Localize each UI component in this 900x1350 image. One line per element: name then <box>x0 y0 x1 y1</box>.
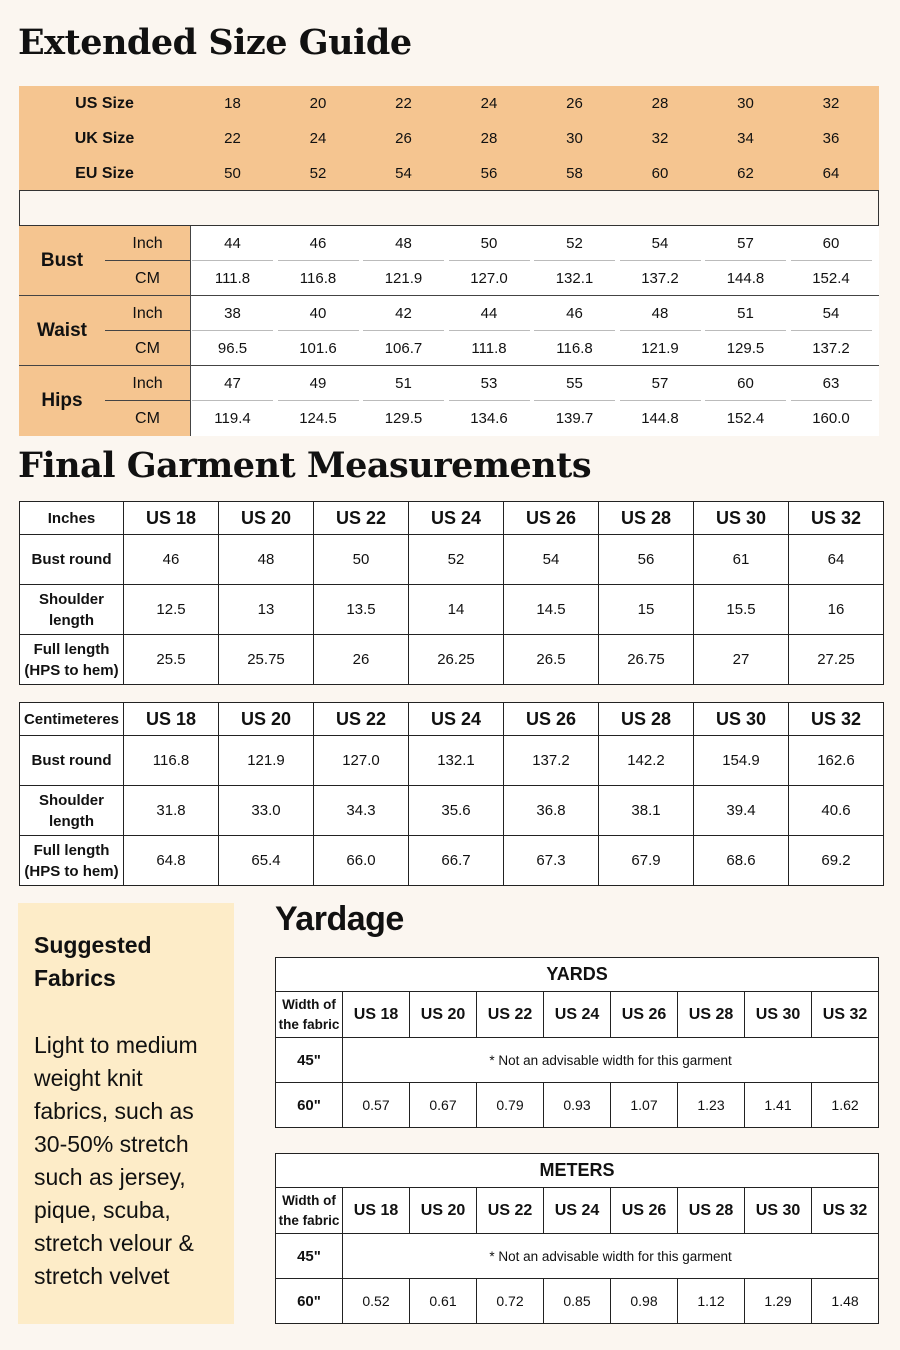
table-cell: 65.4 <box>219 836 314 886</box>
size-header: US 18 <box>343 992 410 1038</box>
measurement-value: 121.9 <box>641 340 679 357</box>
spacer-bar <box>19 190 879 226</box>
size-header: US 28 <box>678 992 745 1038</box>
measurement-value: 152.4 <box>812 270 850 287</box>
yardage-value: 0.72 <box>477 1279 544 1324</box>
size-value: 28 <box>480 130 498 147</box>
yardage-value: 0.67 <box>410 1083 477 1128</box>
cell-underline <box>192 330 273 331</box>
width-value: 60" <box>276 1083 343 1128</box>
row-label-line: length <box>49 812 94 830</box>
size-value: 54 <box>395 165 412 182</box>
width-row-45 <box>276 1038 879 1083</box>
measurement-value: 46 <box>566 305 583 322</box>
measurement-value: 121.9 <box>384 270 423 287</box>
table-cell: 27 <box>694 635 789 685</box>
size-value: 36 <box>822 130 840 147</box>
table-cell: 64.8 <box>124 836 219 886</box>
yardage-value: 0.61 <box>410 1279 477 1324</box>
measurement-value: 144.8 <box>726 270 765 287</box>
measurement-name: Waist <box>37 320 87 341</box>
fabrics-line: pique, scuba, <box>34 1197 171 1223</box>
size-header: US 22 <box>477 1188 544 1234</box>
cell-underline <box>192 260 273 261</box>
measurement-value: 50 <box>480 235 498 252</box>
size-label: US Size <box>75 94 134 112</box>
measurement-value: 129.5 <box>726 340 765 357</box>
width-label <box>276 992 343 1038</box>
table-cell: 25.75 <box>219 635 314 685</box>
yardage-value: 0.93 <box>544 1083 611 1128</box>
size-header: US 30 <box>745 992 812 1038</box>
size-header: US 32 <box>789 502 884 535</box>
yardage-value: 1.48 <box>812 1279 879 1324</box>
size-value: 32 <box>651 130 669 147</box>
size-value: 28 <box>651 95 669 112</box>
table-cell: 116.8 <box>124 736 219 786</box>
size-conversion-band <box>19 86 879 190</box>
table-cell: 26.5 <box>504 635 599 685</box>
measurement-value: 111.8 <box>214 270 251 287</box>
table-cell: 13.5 <box>314 585 409 635</box>
table-row <box>20 585 884 635</box>
size-header: US 28 <box>599 703 694 736</box>
size-value: 32 <box>822 95 840 112</box>
measurement-name: Bust <box>40 250 84 271</box>
cell-underline <box>791 260 872 261</box>
body-measurements-table <box>19 226 879 436</box>
size-value: 52 <box>309 165 327 182</box>
cell-underline <box>620 330 701 331</box>
measurement-value: 132.1 <box>555 270 594 287</box>
measurement-value: 48 <box>395 235 412 252</box>
label-column-edge <box>190 226 191 436</box>
fabrics-line: such as jersey, <box>34 1164 186 1190</box>
unit-title: YARDS <box>276 958 879 992</box>
suggested-fabrics-box <box>18 903 234 1324</box>
yardage-value: 0.57 <box>343 1083 410 1128</box>
measurement-value: 46 <box>309 235 327 252</box>
unit-title-row <box>276 1154 879 1188</box>
fabrics-title <box>34 929 152 995</box>
fabrics-title-line: Fabrics <box>34 965 116 991</box>
table-cell: 52 <box>409 535 504 585</box>
size-value: 58 <box>566 165 583 182</box>
fabrics-title-line: Suggested <box>34 932 152 958</box>
fabrics-line: fabrics, such as <box>34 1098 194 1124</box>
table-cell: 66.0 <box>314 836 409 886</box>
table-cell: 127.0 <box>314 736 409 786</box>
measurement-value: 139.7 <box>555 410 594 427</box>
cell-underline <box>705 400 786 401</box>
measurement-value: 144.8 <box>641 410 679 427</box>
cell-underline <box>620 260 701 261</box>
size-row <box>19 121 879 156</box>
measurement-value: 119.4 <box>214 410 251 427</box>
header-row <box>20 703 884 736</box>
table-cell: 14 <box>409 585 504 635</box>
table-cell: 15 <box>599 585 694 635</box>
size-header: US 32 <box>789 703 884 736</box>
table-row <box>20 836 884 886</box>
row-label-line: Full length <box>33 841 110 859</box>
not-advisable-note: * Not an advisable width for this garment <box>343 1234 879 1279</box>
yardage-meters-table <box>275 1153 879 1324</box>
size-header: US 28 <box>599 502 694 535</box>
measurement-value: 137.2 <box>812 340 850 357</box>
size-header: US 24 <box>544 992 611 1038</box>
yardage-yards-table <box>275 957 879 1128</box>
size-value: 62 <box>737 165 754 182</box>
yardage-value: 1.29 <box>745 1279 812 1324</box>
size-value: 60 <box>651 165 669 182</box>
table-cell: 34.3 <box>314 786 409 836</box>
table-cell: 26.25 <box>409 635 504 685</box>
width-row-60 <box>276 1279 879 1324</box>
width-value: 45" <box>276 1234 343 1279</box>
table-cell: 154.9 <box>694 736 789 786</box>
table-row <box>20 786 884 836</box>
unit-title: METERS <box>276 1154 879 1188</box>
fabrics-line: Light to medium <box>34 1032 198 1058</box>
size-header: US 32 <box>812 1188 879 1234</box>
size-value: 50 <box>224 165 241 182</box>
measurement-value: 55 <box>566 375 583 392</box>
table-cell: 68.6 <box>694 836 789 886</box>
cell-underline <box>705 330 786 331</box>
yardage-title: Yardage <box>275 900 404 938</box>
unit-label: Inch <box>132 374 163 392</box>
measurement-value: 101.6 <box>299 340 337 357</box>
size-header: US 22 <box>477 992 544 1038</box>
measurement-value: 51 <box>737 305 754 322</box>
size-value: 64 <box>822 165 840 182</box>
yardage-value: 0.79 <box>477 1083 544 1128</box>
yardage-value: 0.85 <box>544 1279 611 1324</box>
size-header: US 20 <box>410 1188 477 1234</box>
measurement-value: 44 <box>480 305 498 322</box>
table-cell: 61 <box>694 535 789 585</box>
unit-label: Inch <box>132 234 163 252</box>
size-header: US 26 <box>611 992 678 1038</box>
row-label-line: Bust round <box>31 551 112 568</box>
size-value: 26 <box>395 130 412 147</box>
measurement-value: 48 <box>651 305 669 322</box>
size-header: US 24 <box>544 1188 611 1234</box>
yardage-value: 1.07 <box>611 1083 678 1128</box>
size-guide-title: Extended Size Guide <box>18 22 412 63</box>
width-label <box>276 1188 343 1234</box>
row-label <box>20 736 124 786</box>
cell-underline <box>278 260 359 261</box>
measurement-value: 57 <box>651 375 669 392</box>
cell-underline <box>192 400 273 401</box>
row-label-line: (HPS to hem) <box>24 661 119 679</box>
cell-underline <box>705 260 786 261</box>
yardage-value: 1.62 <box>812 1083 879 1128</box>
cell-underline <box>791 330 872 331</box>
width-label-line: the fabric <box>278 1212 340 1228</box>
cell-underline <box>449 260 530 261</box>
size-value: 26 <box>566 95 583 112</box>
table-cell: 35.6 <box>409 786 504 836</box>
unit-divider <box>105 400 190 401</box>
measurement-value: 116.8 <box>299 270 337 287</box>
table-cell: 14.5 <box>504 585 599 635</box>
size-header: US 30 <box>745 1188 812 1234</box>
yardage-value: 0.52 <box>343 1279 410 1324</box>
size-header: US 24 <box>409 502 504 535</box>
row-label-line: Full length <box>33 640 110 658</box>
size-header: US 20 <box>219 502 314 535</box>
measurement-value: 42 <box>395 305 412 322</box>
table-cell: 26.75 <box>599 635 694 685</box>
cell-underline <box>449 330 530 331</box>
yardage-value: 1.12 <box>678 1279 745 1324</box>
size-value: 30 <box>566 130 583 147</box>
table-cell: 64 <box>789 535 884 585</box>
unit-divider <box>105 330 190 331</box>
size-value: 22 <box>224 130 241 147</box>
measurement-value: 40 <box>309 305 327 322</box>
cell-underline <box>278 400 359 401</box>
measurement-value: 52 <box>566 235 583 252</box>
table-cell: 12.5 <box>124 585 219 635</box>
width-label-line: Width of <box>282 1192 336 1208</box>
cell-underline <box>363 330 444 331</box>
table-cell: 26 <box>314 635 409 685</box>
measurement-value: 54 <box>822 305 840 322</box>
width-row-60 <box>276 1083 879 1128</box>
measurement-value: 106.7 <box>384 340 423 357</box>
width-value: 45" <box>276 1038 343 1083</box>
yardage-value: 1.41 <box>745 1083 812 1128</box>
row-label <box>20 635 124 685</box>
size-header: US 26 <box>504 502 599 535</box>
garment-title: Final Garment Measurements <box>18 445 592 486</box>
table-cell: 36.8 <box>504 786 599 836</box>
table-cell: 121.9 <box>219 736 314 786</box>
table-cell: 50 <box>314 535 409 585</box>
size-value: 24 <box>480 95 498 112</box>
table-cell: 16 <box>789 585 884 635</box>
header-row <box>20 502 884 535</box>
size-row <box>19 156 879 191</box>
table-cell: 56 <box>599 535 694 585</box>
cell-underline <box>449 400 530 401</box>
table-cell: 27.25 <box>789 635 884 685</box>
size-value: 56 <box>480 165 498 182</box>
width-row-45 <box>276 1234 879 1279</box>
fabrics-line: stretch velvet <box>34 1263 170 1289</box>
not-advisable-note: * Not an advisable width for this garment <box>343 1038 879 1083</box>
cell-underline <box>363 400 444 401</box>
measurement-value: 134.6 <box>470 410 508 427</box>
table-cell: 48 <box>219 535 314 585</box>
size-header: US 18 <box>124 502 219 535</box>
cell-underline <box>534 330 615 331</box>
unit-divider <box>105 260 190 261</box>
unit-label: CM <box>135 339 160 357</box>
measurement-value: 57 <box>737 235 754 252</box>
measurement-value: 47 <box>224 375 241 392</box>
table-cell: 38.1 <box>599 786 694 836</box>
table-cell: 13 <box>219 585 314 635</box>
row-label <box>20 786 124 836</box>
table-cell: 162.6 <box>789 736 884 786</box>
unit-title-row <box>276 958 879 992</box>
size-header: US 30 <box>694 502 789 535</box>
measurement-value: 63 <box>822 375 840 392</box>
table-cell: 31.8 <box>124 786 219 836</box>
table-cell: 132.1 <box>409 736 504 786</box>
row-label-line: Bust round <box>31 752 112 769</box>
measurement-value: 111.8 <box>471 340 507 357</box>
measurement-value: 60 <box>737 375 754 392</box>
width-label-line: Width of <box>282 996 336 1012</box>
row-label <box>20 836 124 886</box>
measurement-value: 54 <box>651 235 669 252</box>
size-value: 18 <box>224 95 241 112</box>
width-value: 60" <box>276 1279 343 1324</box>
table-row <box>20 635 884 685</box>
header-row <box>276 992 879 1038</box>
size-header: US 20 <box>410 992 477 1038</box>
measurement-value: 60 <box>822 235 840 252</box>
measurement-value: 116.8 <box>556 340 593 357</box>
measurement-value: 160.0 <box>812 410 850 427</box>
measurement-value: 124.5 <box>299 410 337 427</box>
cell-underline <box>791 400 872 401</box>
table-cell: 67.9 <box>599 836 694 886</box>
table-cell: 33.0 <box>219 786 314 836</box>
fabrics-line: weight knit <box>34 1065 143 1091</box>
table-cell: 54 <box>504 535 599 585</box>
size-header: US 24 <box>409 703 504 736</box>
size-header: US 22 <box>314 502 409 535</box>
table-cell: 15.5 <box>694 585 789 635</box>
table-cell: 66.7 <box>409 836 504 886</box>
row-label-line: Shoulder <box>38 791 104 809</box>
measurement-value: 44 <box>224 235 241 252</box>
table-cell: 40.6 <box>789 786 884 836</box>
size-header: US 18 <box>124 703 219 736</box>
table-cell: 39.4 <box>694 786 789 836</box>
fabrics-line: stretch velour & <box>34 1230 194 1256</box>
size-value: 30 <box>737 95 754 112</box>
fabrics-description <box>34 1029 198 1293</box>
row-label <box>20 585 124 635</box>
measurement-value: 38 <box>224 305 241 322</box>
size-header: US 32 <box>812 992 879 1038</box>
table-cell: 25.5 <box>124 635 219 685</box>
size-row <box>19 86 879 121</box>
unit-label: CM <box>135 409 160 427</box>
size-value: 20 <box>309 95 327 112</box>
measurement-value: 152.4 <box>726 410 765 427</box>
table-cell: 46 <box>124 535 219 585</box>
size-value: 34 <box>737 130 754 147</box>
fabrics-line: 30-50% stretch <box>34 1131 189 1157</box>
measurement-value: 53 <box>480 375 498 392</box>
size-label: EU Size <box>75 164 134 182</box>
cell-underline <box>534 260 615 261</box>
measurement-value: 51 <box>395 375 412 392</box>
row-label-line: Shoulder <box>38 590 104 608</box>
unit-header: Centimeteres <box>20 703 124 736</box>
measurement-value: 127.0 <box>470 270 508 287</box>
table-row <box>20 535 884 585</box>
width-label-line: the fabric <box>278 1016 340 1032</box>
yardage-value: 1.23 <box>678 1083 745 1128</box>
size-value: 24 <box>309 130 327 147</box>
table-row <box>20 736 884 786</box>
size-label: UK Size <box>74 129 135 147</box>
cell-underline <box>534 400 615 401</box>
row-label-line: length <box>49 611 94 629</box>
table-cell: 67.3 <box>504 836 599 886</box>
measurement-value: 49 <box>309 375 327 392</box>
size-header: US 26 <box>611 1188 678 1234</box>
row-label <box>20 535 124 585</box>
table-cell: 137.2 <box>504 736 599 786</box>
size-header: US 22 <box>314 703 409 736</box>
yardage-value: 0.98 <box>611 1279 678 1324</box>
unit-label: CM <box>135 269 160 287</box>
unit-header: Inches <box>20 502 124 535</box>
measurement-value: 96.5 <box>217 340 248 357</box>
table-cell: 142.2 <box>599 736 694 786</box>
measurement-name: Hips <box>41 390 83 411</box>
size-value: 22 <box>395 95 412 112</box>
garment-inches-table <box>19 501 884 685</box>
size-header: US 28 <box>678 1188 745 1234</box>
size-header: US 26 <box>504 703 599 736</box>
cell-underline <box>278 330 359 331</box>
table-cell: 69.2 <box>789 836 884 886</box>
size-header: US 20 <box>219 703 314 736</box>
row-label-line: (HPS to hem) <box>24 862 119 880</box>
garment-cm-table <box>19 702 884 886</box>
unit-label: Inch <box>132 304 163 322</box>
header-row <box>276 1188 879 1234</box>
measurement-value: 137.2 <box>641 270 679 287</box>
size-header: US 30 <box>694 703 789 736</box>
measurement-value: 129.5 <box>384 410 423 427</box>
cell-underline <box>620 400 701 401</box>
cell-underline <box>363 260 444 261</box>
size-header: US 18 <box>343 1188 410 1234</box>
